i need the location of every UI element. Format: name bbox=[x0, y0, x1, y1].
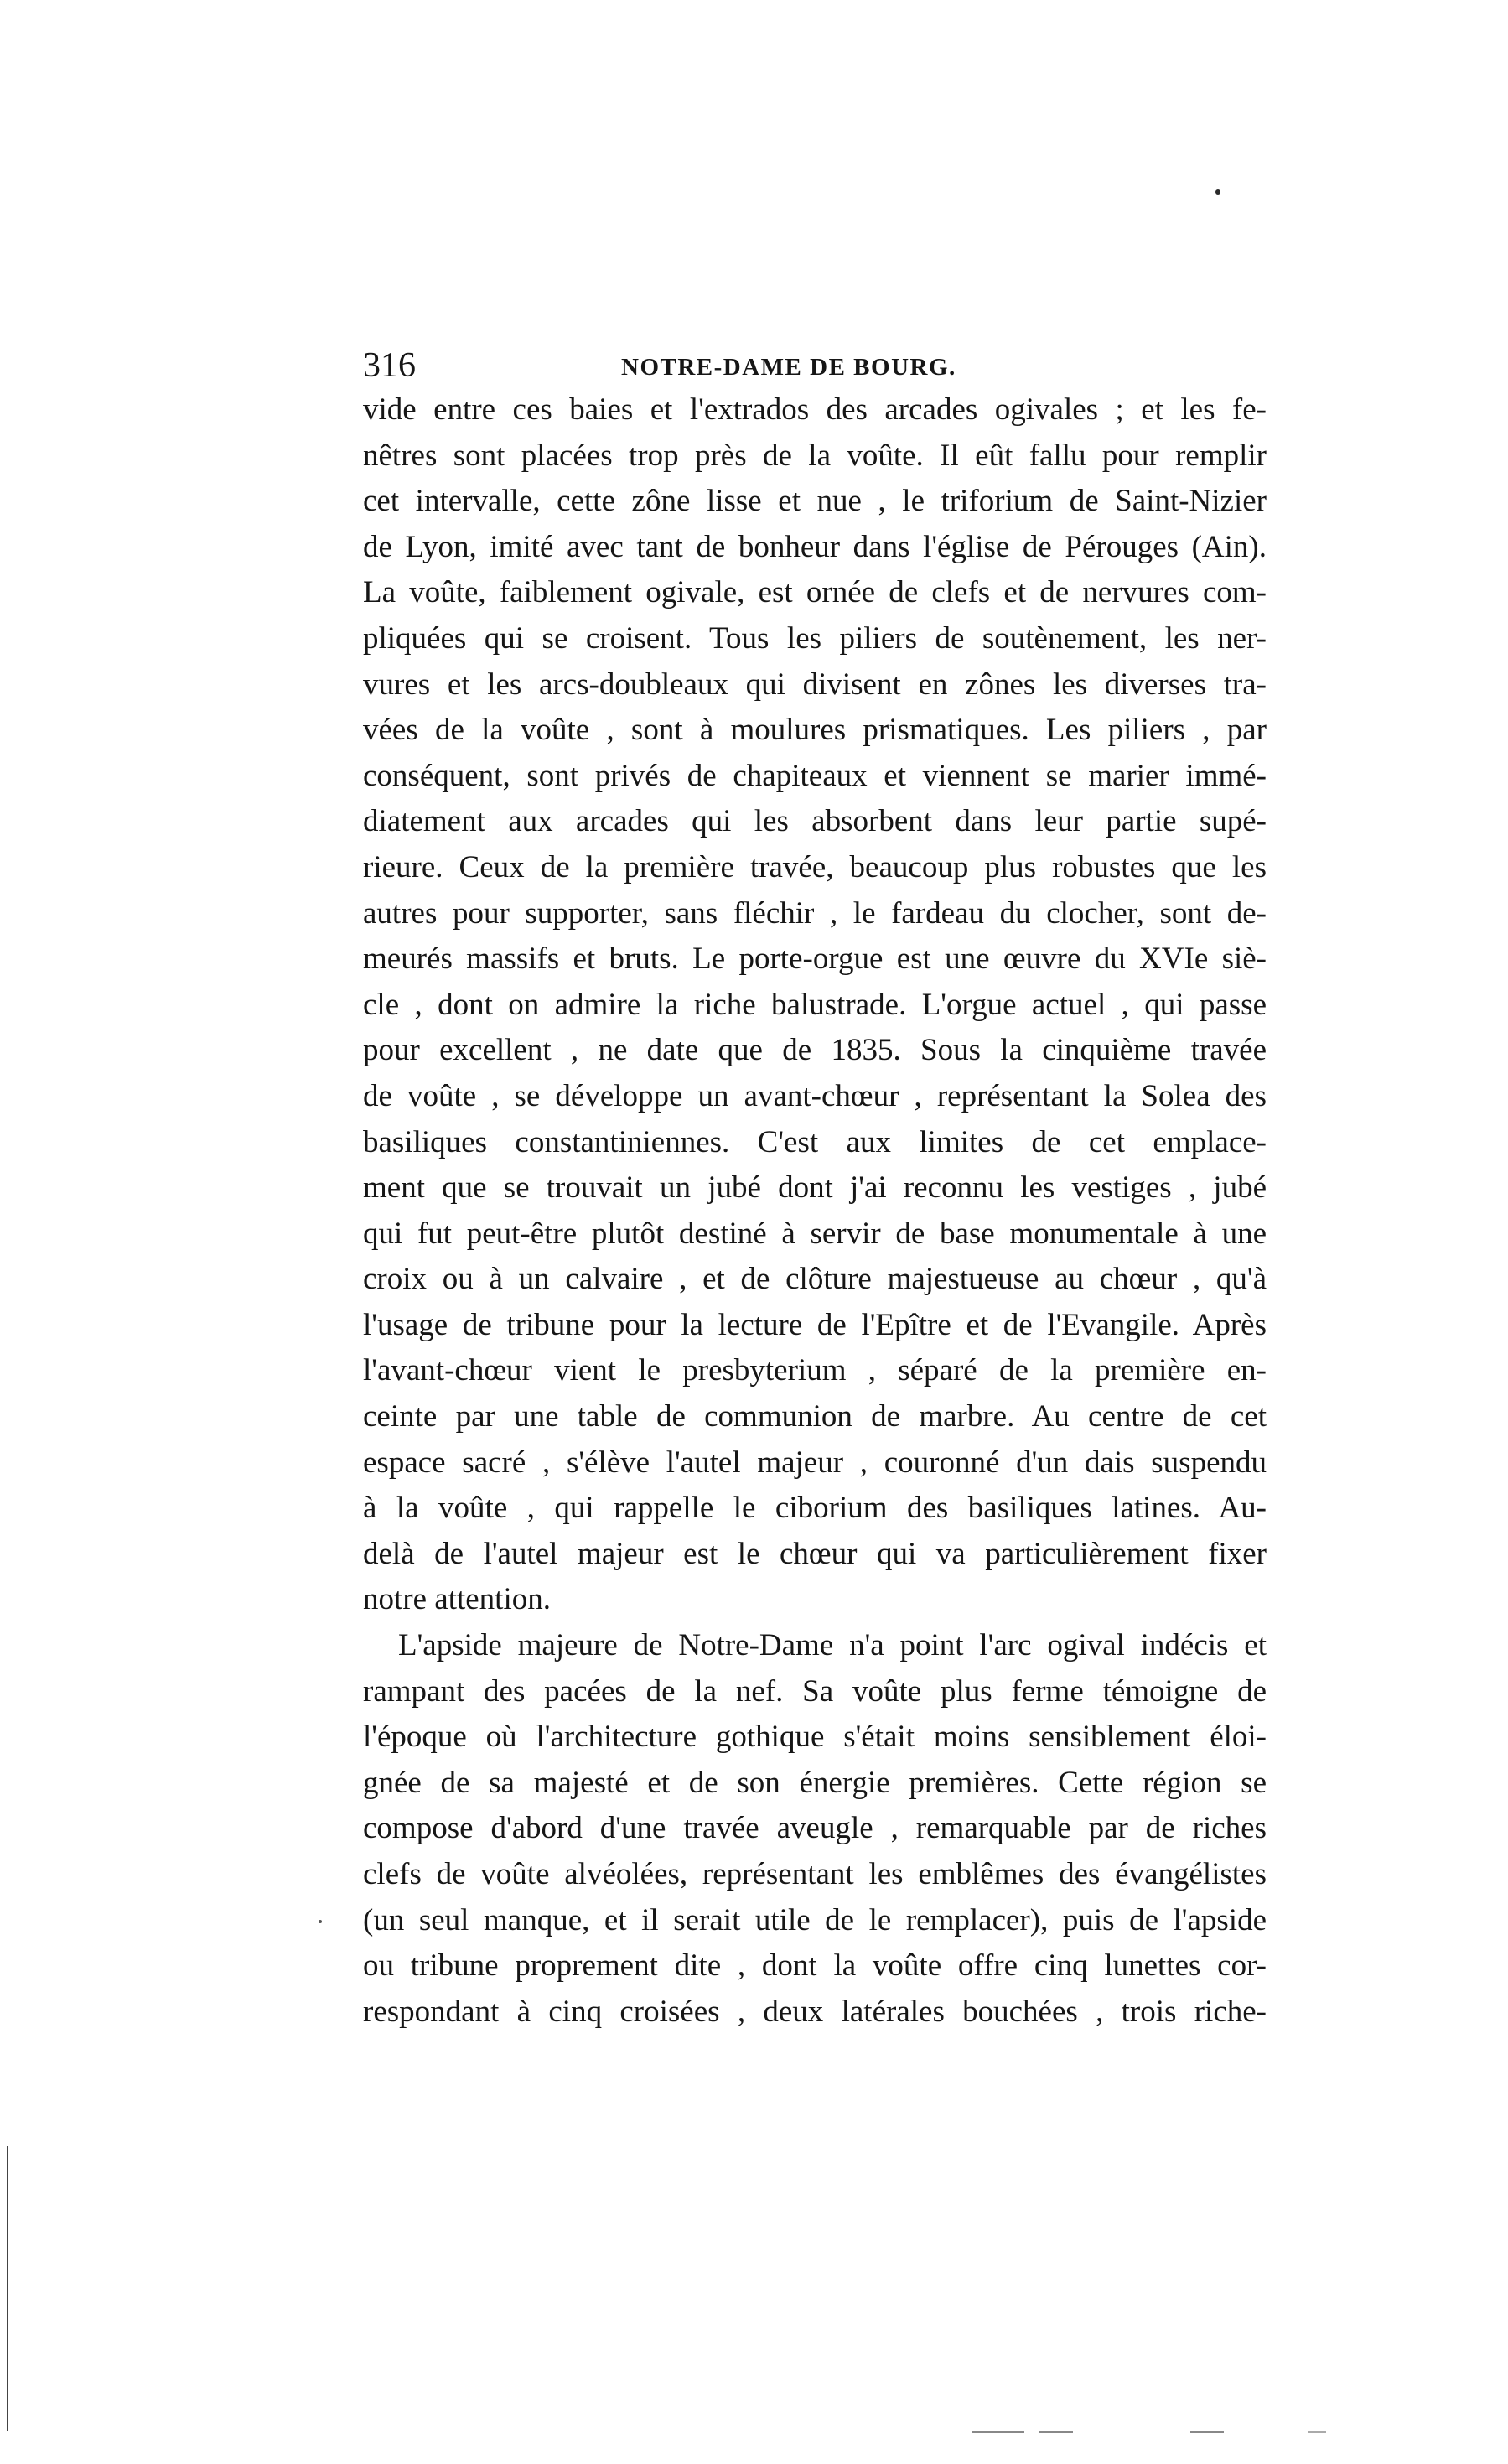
text-line: cet intervalle, cette zône lisse et nue , le triforium de Saint-Nizier bbox=[363, 484, 1267, 519]
text-line: espace sacré , s'élève l'autel majeur , couronné d'un dais suspendu bbox=[363, 1445, 1267, 1480]
text-line: delà de l'autel majeur est le chœur qui va particulièrement fixer bbox=[363, 1536, 1267, 1571]
ink-speck bbox=[319, 1920, 322, 1923]
text-line: de voûte , se développe un avant-chœur , représentant la Solea des bbox=[363, 1078, 1267, 1113]
text-line: respondant à cinq croisées , deux latérales bouchées , trois riche- bbox=[363, 1994, 1267, 2029]
running-title: NOTRE-DAME DE BOURG. bbox=[621, 354, 956, 381]
text-line: cle , dont on admire la riche balustrade. L'orgue actuel , qui passe bbox=[363, 987, 1267, 1022]
text-line: de Lyon, imité avec tant de bonheur dans l'église de Pérouges (Ain). bbox=[363, 529, 1267, 564]
text-line: pour excellent , ne date que de 1835. Sous la cinquième travée bbox=[363, 1033, 1267, 1068]
text-line: rieure. Ceux de la première travée, beaucoup plus robustes que les bbox=[363, 849, 1267, 884]
text-line: vide entre ces baies et l'extrados des arcades ogivales ; et les fe- bbox=[363, 392, 1267, 427]
text-line: vées de la voûte , sont à moulures prismatiques. Les piliers , par bbox=[363, 713, 1267, 748]
text-line: pliquées qui se croisent. Tous les piliers de soutènement, les ner- bbox=[363, 620, 1267, 656]
text-line: meurés massifs et bruts. Le porte-orgue est une œuvre du XVIe siè- bbox=[363, 942, 1267, 977]
body-text bbox=[363, 387, 1267, 2035]
text-line: clefs de voûte alvéolées, représentant les emblêmes des évangélistes bbox=[363, 1857, 1267, 1891]
text-line: La voûte, faiblement ogivale, est ornée de clefs et de nervures com- bbox=[363, 575, 1267, 610]
text-line: vures et les arcs-doubleaux qui divisent en zônes les diverses tra- bbox=[363, 667, 1267, 702]
text-line: (un seul manque, et il serait utile de le remplacer), puis de l'apside bbox=[363, 1902, 1267, 1937]
scan-mark bbox=[1308, 2431, 1326, 2433]
text-line: rampant des pacées de la nef. Sa voûte plus ferme témoigne de bbox=[363, 1673, 1267, 1709]
text-line-paragraph-start: L'apside majeure de Notre-Dame n'a point l'arc ogival indécis et bbox=[398, 1628, 1267, 1663]
text-line: diatement aux arcades qui les absorbent dans leur partie supé- bbox=[363, 804, 1267, 839]
text-line: ou tribune proprement dite , dont la voûte offre cinq lunettes cor- bbox=[363, 1948, 1267, 1984]
ink-speck bbox=[1215, 189, 1220, 195]
text-line: qui fut peut-être plutôt destiné à servir de base monumentale à une bbox=[363, 1216, 1267, 1251]
text-line: nêtres sont placées trop près de la voûte. Il eût fallu pour remplir bbox=[363, 438, 1267, 473]
text-line: l'usage de tribune pour la lecture de l'Epître et de l'Evangile. Après bbox=[363, 1307, 1267, 1342]
text-line: à la voûte , qui rappelle le ciborium des basiliques latines. Au- bbox=[363, 1491, 1267, 1526]
scan-mark bbox=[1039, 2431, 1073, 2433]
text-line: autres pour supporter, sans fléchir , le fardeau du clocher, sont de- bbox=[363, 895, 1267, 931]
page-header bbox=[363, 342, 1268, 389]
text-line: conséquent, sont privés de chapiteaux et viennent se marier immé- bbox=[363, 758, 1267, 793]
text-line: gnée de sa majesté et de son énergie premières. Cette région se bbox=[363, 1765, 1267, 1800]
scan-edge-line bbox=[7, 2146, 8, 2431]
text-line: l'avant-chœur vient le presbyterium , séparé de la première en- bbox=[363, 1353, 1267, 1388]
text-line: l'époque où l'architecture gothique s'était moins sensiblement éloi- bbox=[363, 1720, 1267, 1755]
text-line: croix ou à un calvaire , et de clôture majestueuse au chœur , qu'à bbox=[363, 1262, 1267, 1297]
scan-mark bbox=[1190, 2431, 1224, 2433]
text-line: compose d'abord d'une travée aveugle , remarquable par de riches bbox=[363, 1811, 1267, 1846]
text-line: basiliques constantiniennes. C'est aux limites de cet emplace- bbox=[363, 1124, 1267, 1159]
text-line: ceinte par une table de communion de marbre. Au centre de cet bbox=[363, 1399, 1267, 1434]
text-line: ment que se trouvait un jubé dont j'ai reconnu les vestiges , jubé bbox=[363, 1170, 1267, 1206]
page-number: 316 bbox=[363, 346, 416, 385]
text-line-paragraph-end: notre attention. bbox=[363, 1582, 551, 1617]
scan-mark bbox=[972, 2431, 1024, 2433]
